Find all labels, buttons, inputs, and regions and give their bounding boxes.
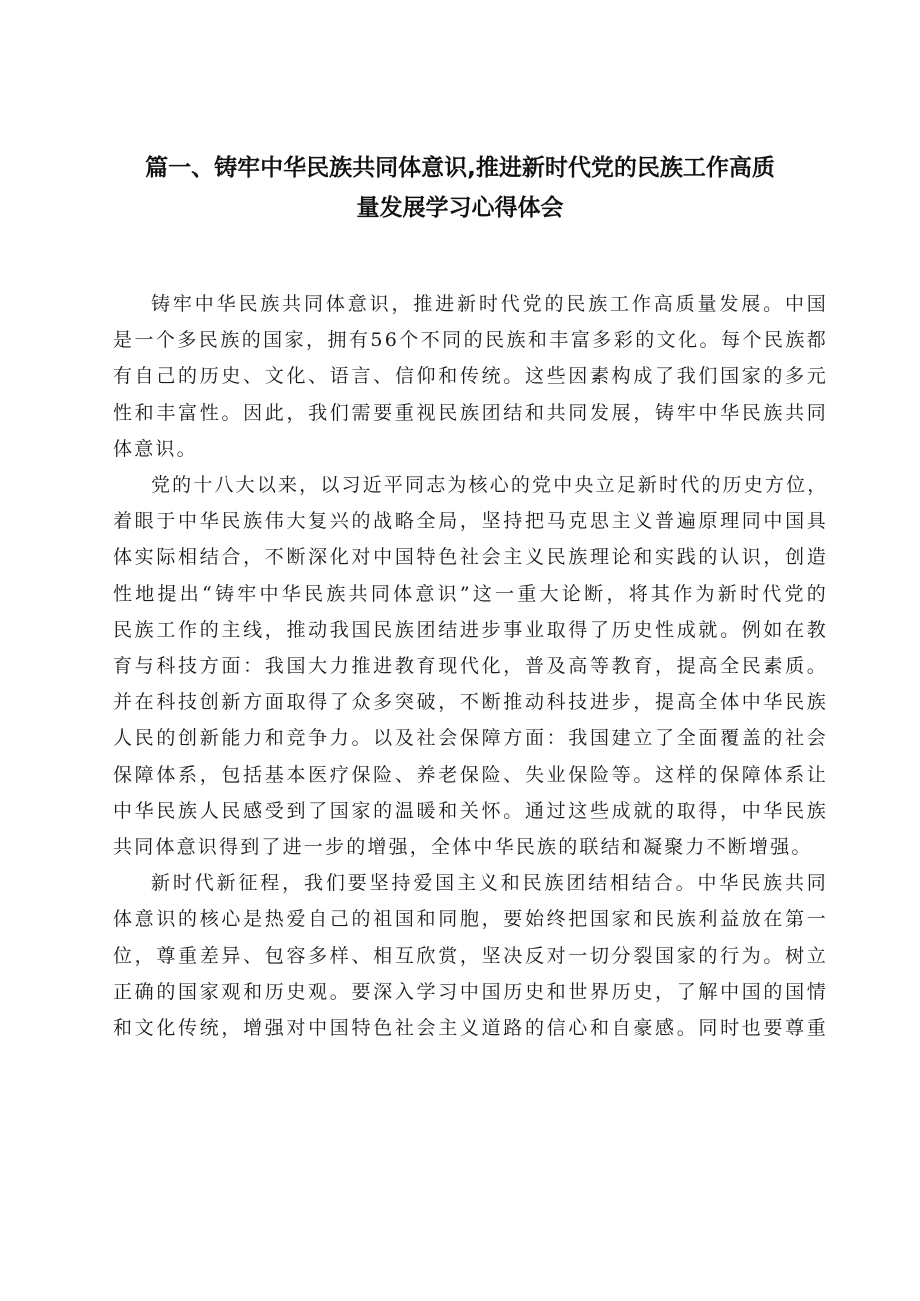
title-line: 篇一、铸牢中华民族共同体意识,推进新时代党的民族工作高质 — [145, 155, 775, 181]
paragraph — [113, 865, 828, 1046]
text-line: 体意识。 — [113, 437, 198, 460]
text-line: 和文化传统，增强对中国特色社会主义道路的信心和自豪感。同时也要尊重 — [113, 1017, 828, 1040]
text-line: 共同体意识得到了进一步的增强，全体中华民族的联结和凝聚力不断增强。 — [113, 836, 813, 859]
document-body — [113, 286, 828, 1046]
text-line: 铸牢中华民族共同体意识，推进新时代党的民族工作高质量发展。中国 — [151, 293, 828, 315]
paragraph — [113, 467, 828, 865]
text-line: 保障体系，包括基本医疗保险、养老保险、失业保险等。这样的保障体系让 — [113, 763, 828, 786]
text-line: 体意识的核心是热爱自己的祖国和同胞，要始终把国家和民族利益放在第一 — [113, 908, 828, 931]
text-line: 体实际相结合，不断深化对中国特色社会主义民族理论和实践的认识，创造 — [113, 546, 828, 569]
text-line: 有自己的历史、文化、语言、信仰和传统。这些因素构成了我们国家的多元 — [113, 365, 828, 388]
text-line: 育与科技方面：我国大力推进教育现代化，普及高等教育，提高全民素质。 — [113, 655, 828, 678]
text-line: 新时代新征程，我们要坚持爱国主义和民族团结相结合。中华民族共同 — [151, 872, 828, 895]
text-line: 正确的国家观和历史观。要深入学习中国历史和世界历史，了解中国的国情 — [113, 980, 828, 1003]
title-line: 量发展学习心得体会 — [356, 195, 564, 221]
text-line: 党的十八大以来，以习近平同志为核心的党中央立足新时代的历史方位， — [151, 474, 829, 497]
text-line: 性地提出“铸牢中华民族共同体意识”这一重大论断，将其作为新时代党的 — [113, 582, 828, 605]
text-line: 并在科技创新方面取得了众多突破，不断推动科技进步，提高全体中华民族 — [113, 691, 828, 714]
text-line: 人民的创新能力和竞争力。以及社会保障方面：我国建立了全面覆盖的社会 — [113, 727, 828, 750]
paragraph — [113, 286, 828, 467]
text-line: 民族工作的主线，推动我国民族团结进步事业取得了历史性成就。例如在教 — [113, 618, 828, 641]
text-line: 是一个多民族的国家，拥有56个不同的民族和丰富多彩的文化。每个民族都 — [113, 329, 828, 352]
text-line: 性和丰富性。因此，我们需要重视民族团结和共同发展，铸牢中华民族共同 — [113, 401, 828, 424]
document-title — [100, 148, 820, 228]
text-line: 中华民族人民感受到了国家的温暖和关怀。通过这些成就的取得，中华民族 — [113, 799, 828, 822]
text-line: 着眼于中华民族伟大复兴的战略全局，坚持把马克思主义普遍原理同中国具 — [113, 510, 828, 533]
text-line: 位，尊重差异、包容多样、相互欣赏，坚决反对一切分裂国家的行为。树立 — [113, 944, 828, 967]
